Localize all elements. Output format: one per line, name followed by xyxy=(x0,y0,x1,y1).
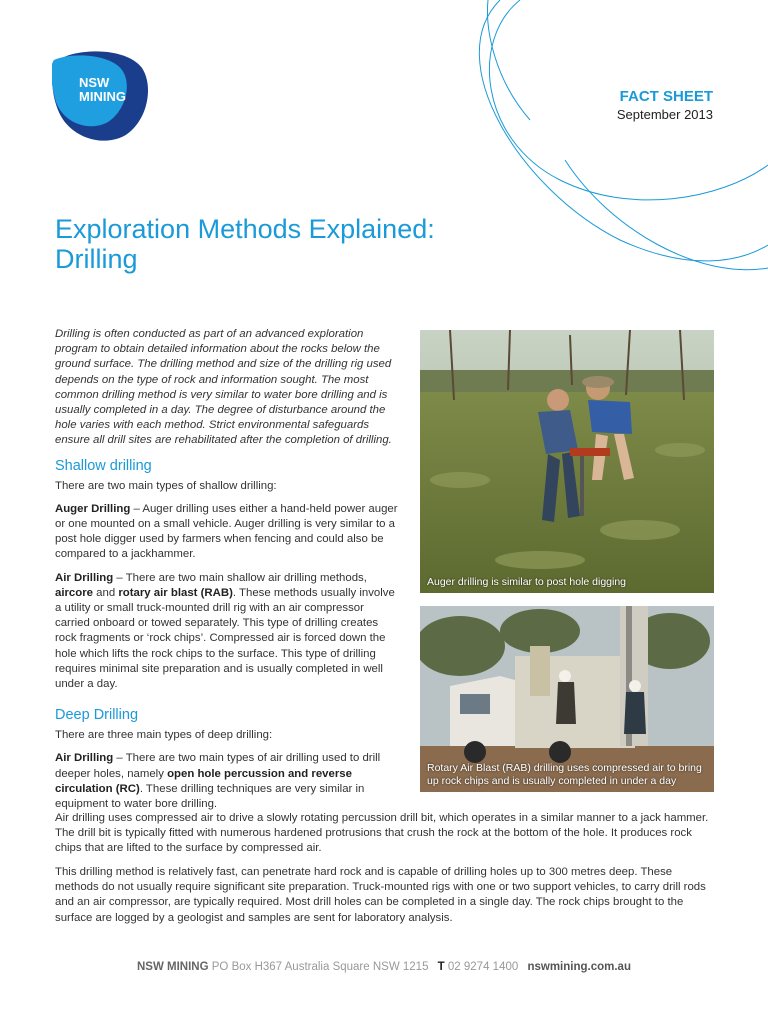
left-column xyxy=(55,327,401,820)
rab-term: rotary air blast (RAB) xyxy=(118,586,233,599)
auger-term: Auger Drilling xyxy=(55,502,131,515)
and-text: and xyxy=(93,586,119,599)
auger-drilling-paragraph xyxy=(55,502,401,563)
intro-paragraph: Drilling is often conducted as part of an advanced exploration program to obtain detailed information about the rocks below the ground surface. The drilling method and size of the drilling rig used depends on the type of rock and information sought. The most common drilling method is very similar to water bore drilling and is usually completed in a day. The degree of disturbance around the hole varies with each method. Strict environmental safeguards ensure all drill sites are rehabilitated after the completion of drilling. xyxy=(55,328,392,447)
auger-photo-image xyxy=(420,330,714,593)
rab-drilling-photo xyxy=(420,606,714,792)
drilling-method-body-paragraph: This drilling method is relatively fast, can penetrate hard rock and is capable of drilling holes up to 300 metres deep. These methods do not usually require significant site preparation. Truck-mounted rigs with one or two support vehicles, to carry drill rods and an air compressor, are typically required. Most drill holes can be completed in a single day. The rock chips brought to the surface are logged by a geologist and samples are sent for laboratory analysis. xyxy=(55,866,706,924)
air-text-2: . These methods usually involve a utility or small truck-mounted drill rig with an air compressor carried onboard or towed separately. This type of drilling creates rock fragments or ‘rock chips’. Compressed air is forced down the hole which lifts the rock chips to the surface. This type of drilling requires minimal site preparation and is usually completed in well under a day. xyxy=(55,586,395,691)
air-drilling-shallow-paragraph xyxy=(55,571,401,693)
title-line-1: Exploration Methods Explained: xyxy=(55,214,435,244)
footer-phone-label: T xyxy=(437,961,445,973)
logo-line-1: NSW xyxy=(79,75,110,90)
air-term: Air Drilling xyxy=(55,571,114,584)
footer-website-link[interactable]: nswmining.com.au xyxy=(527,961,631,973)
footer-address: PO Box H367 Australia Square NSW 1215 xyxy=(211,961,429,973)
fact-sheet-header xyxy=(617,88,713,123)
logo-line-2: MINING xyxy=(79,89,126,104)
aircore-term: aircore xyxy=(55,586,93,599)
fact-sheet-date: September 2013 xyxy=(616,107,713,122)
deep-air-text-2: . These drilling techniques are very similar in equipment to water bore drilling. xyxy=(55,782,365,811)
deep-drilling-heading: Deep Drilling xyxy=(55,707,139,724)
footer-phone: 02 9274 1400 xyxy=(447,961,519,973)
auger-text: – Auger drilling uses either a hand-held power auger or one mounted on a small vehicle. Auger drilling is very similar to a post hole digger used by farmers when fencing and could also be compared to a jackhammer. xyxy=(55,502,398,561)
air-drilling-deep-paragraph xyxy=(55,751,401,812)
deep-air-text-1: – There are two main types of air drilling used to drill deeper holes, namely xyxy=(55,752,381,780)
fact-sheet-label: FACT SHEET xyxy=(619,88,713,105)
auger-photo-caption: Auger drilling is similar to post hole digging xyxy=(427,576,627,588)
logo-text xyxy=(79,76,126,104)
footer-org: NSW MINING xyxy=(137,961,209,973)
footer xyxy=(0,961,768,973)
rab-photo-caption: Rotary Air Blast (RAB) drilling uses compressed air to bring up rock chips and is usually completed in under a day xyxy=(427,762,702,787)
page-title xyxy=(55,214,535,274)
opc-term: open hole percussion and reverse circulation (RC) xyxy=(55,767,352,795)
title-line-2: Drilling xyxy=(55,244,138,274)
air-text-1: – There are two main shallow air drilling methods, xyxy=(113,571,367,584)
deep-air-term: Air Drilling xyxy=(55,752,114,765)
shallow-lead: There are two main types of shallow drilling: xyxy=(55,479,277,492)
shallow-drilling-heading: Shallow drilling xyxy=(55,457,152,474)
deep-lead: There are three main types of deep drilling: xyxy=(55,729,273,742)
auger-drilling-photo xyxy=(420,330,714,593)
air-drilling-body-paragraph: Air drilling uses compressed air to drive a slowly rotating percussion drill bit, which operates in a similar manner to a jack hammer. The drill bit is typically fitted with numerous hardened protrusions that crush the rock at the bottom of the hole. It produces rock chips that are lifted to the surface by compressed air. xyxy=(55,812,709,855)
